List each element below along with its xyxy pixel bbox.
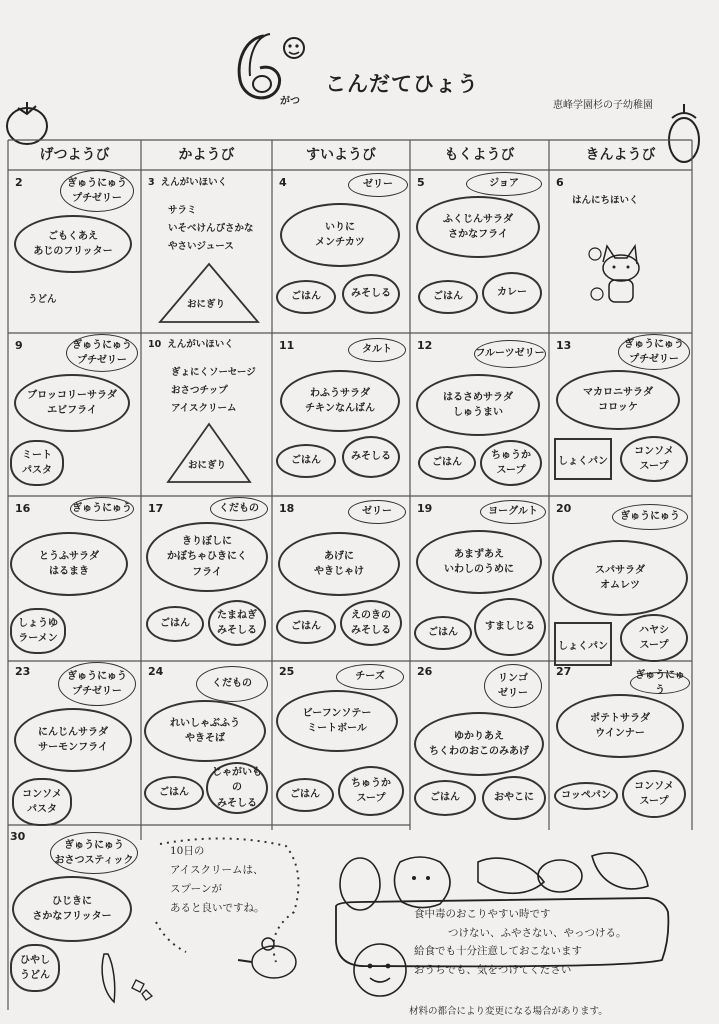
extra-item: ぎゅうにゅう [630, 672, 690, 694]
extra-item: タルト [348, 338, 406, 362]
staple: ごはん [276, 444, 336, 478]
weekday-tue: かようび [178, 147, 235, 163]
page-title: こんだてひょう [325, 72, 479, 96]
main-dish: あまずあえ いわしのうめに [416, 530, 542, 594]
main-dish: ブロッコリーサラダ エビフライ [14, 374, 130, 432]
staple-bread: コッペパン [554, 782, 618, 810]
soup: ちゅうか スープ [338, 766, 404, 816]
staple: ごはん [414, 780, 476, 816]
soup: コンソメ スープ [622, 770, 686, 818]
footer-note: 材料の都合により変更になる場合があります。 [409, 1006, 608, 1017]
onigiri-triangle [164, 422, 254, 486]
main-dish: ふくじんサラダ さかなフライ [416, 196, 540, 258]
main-dish: いりに メンチカツ [280, 203, 400, 267]
icecream-note: 10日の アイスクリームは、 スプーンが あると良いですね。 [170, 845, 265, 914]
soup: じゃがいもの みそしる [206, 762, 268, 814]
month-suffix: がつ [280, 96, 300, 107]
staple: ごはん [414, 616, 472, 650]
food-safety-message: 食中毒のおこりやすい時です つけない、ふやさない、やっつける。 給食でも十分注意しておこないます おうちでも、気をつけてください [414, 908, 627, 977]
soup: たまねぎ みそしる [208, 600, 266, 646]
day-event: 10 えんがいほいく [148, 339, 234, 350]
day-number: 11 [279, 339, 295, 352]
extra-item: ぎゅうにゅう [612, 504, 688, 530]
day-number: 16 [15, 502, 31, 515]
day-number: 23 [15, 665, 31, 678]
main-dish: とうふサラダ はるまき [10, 532, 128, 596]
soup: えのきの みそしる [340, 600, 402, 646]
day-number: 4 [279, 176, 287, 189]
main-dish: ごもくあえ あじのフリッター [14, 215, 132, 273]
staple: ごはん [146, 606, 204, 642]
day-event: 3 えんがいほいく [148, 177, 228, 188]
staple: ごはん [144, 776, 204, 810]
day-number: 27 [556, 665, 572, 678]
main-dish: ビーフンソテー ミートボール [276, 690, 398, 752]
day-number: 17 [148, 502, 164, 515]
main-dish: れいしゃぶふう やきそば [144, 700, 266, 762]
staple: ごはん [276, 778, 334, 812]
snack-list: ぎょにくソーセージ おさつチップ アイスクリーム [171, 367, 256, 415]
main-dish: わふうサラダ チキンなんばん [280, 370, 400, 432]
main-dish: スパサラダ オムレツ [552, 540, 688, 616]
extra-item: ぎゅうにゅう おさつスティック [50, 832, 138, 874]
snack-list: サラミ いそべけんぴさかな やさいジュース [168, 205, 254, 253]
school-name: 恵峰学園杉の子幼稚園 [553, 100, 653, 111]
extra-item: くだもの [210, 497, 268, 521]
day-number: 30 [10, 830, 26, 843]
extra-item: くだもの [196, 666, 268, 702]
soup: ちゅうか スープ [480, 440, 542, 486]
main-dish: きりぼしに かぼちゃひきにく フライ [146, 522, 268, 592]
main-dish: ゆかりあえ ちくわのおこのみあげ [414, 712, 544, 776]
side-dish: コンソメ パスタ [12, 778, 72, 826]
onigiri-label: おにぎり [187, 299, 226, 310]
side-dish: うどん [28, 294, 57, 305]
extra-item: フルーツゼリー [474, 340, 546, 368]
main-dish: ひじきに さかなフリッター [12, 876, 132, 942]
day-number: 5 [417, 176, 425, 189]
weekday-thu: もくようび [444, 147, 515, 163]
day-number: 6 [556, 176, 564, 189]
main-stew: おやこに [482, 776, 546, 820]
cat-icon [585, 238, 651, 306]
day-number: 24 [148, 665, 164, 678]
main-curry: カレー [482, 272, 542, 314]
main-dish: マカロニサラダ コロッケ [556, 370, 680, 430]
day-number: 12 [417, 339, 433, 352]
staple-bread: しょくパン [554, 622, 612, 666]
soup: コンソメ スープ [620, 436, 688, 482]
weekday-mon: げつようび [39, 147, 110, 163]
side-dish: ひやし うどん [10, 944, 60, 992]
side-dish: しょうゆ ラーメン [10, 608, 66, 654]
soup: ハヤシ スープ [620, 614, 688, 662]
day-number: 20 [556, 502, 572, 515]
extra-item: ぎゅうにゅう プチゼリー [58, 662, 136, 706]
extra-item: ヨーグルト [480, 500, 546, 524]
extra-item: ぎゅうにゅう プチゼリー [618, 334, 690, 370]
day-number: 18 [279, 502, 295, 515]
day-number: 13 [556, 339, 572, 352]
extra-item: ぎゅうにゅう プチゼリー [66, 334, 138, 372]
staple-bread: しょくパン [554, 438, 612, 480]
weekday-fri: きんようび [585, 147, 656, 163]
side-dish: ミート パスタ [10, 440, 64, 486]
main-dish: はるさめサラダ しゅうまい [416, 374, 540, 436]
extra-item: ジョア [466, 172, 542, 196]
day-number: 26 [417, 665, 433, 678]
staple: ごはん [418, 280, 478, 314]
day-number: 19 [417, 502, 433, 515]
soup: すましじる [474, 598, 546, 656]
extra-item: ゼリー [348, 500, 406, 524]
extra-item: ぎゅうにゅう [70, 497, 134, 521]
weekday-wed: すいようび [306, 147, 376, 163]
day-number: 9 [15, 339, 23, 352]
day-number: 25 [279, 665, 295, 678]
onigiri-label: おにぎり [188, 460, 227, 471]
staple: ごはん [418, 446, 476, 480]
main-dish: にんじんサラダ サーモンフライ [14, 708, 132, 772]
soup: みそしる [342, 436, 400, 478]
day-number: 2 [15, 176, 23, 189]
extra-item: リンゴ ゼリー [484, 664, 542, 708]
day-event: はんにちほいく [572, 195, 639, 206]
staple: ごはん [276, 280, 336, 314]
onigiri-triangle [156, 262, 262, 326]
main-dish: ポテトサラダ ウインナー [556, 694, 684, 758]
extra-item: ゼリー [348, 173, 408, 197]
extra-item: ぎゅうにゅう プチゼリー [60, 170, 134, 212]
soup: みそしる [342, 274, 400, 314]
main-dish: あげに やきじゃけ [278, 532, 400, 596]
extra-item: チーズ [336, 664, 404, 690]
staple: ごはん [276, 610, 336, 644]
